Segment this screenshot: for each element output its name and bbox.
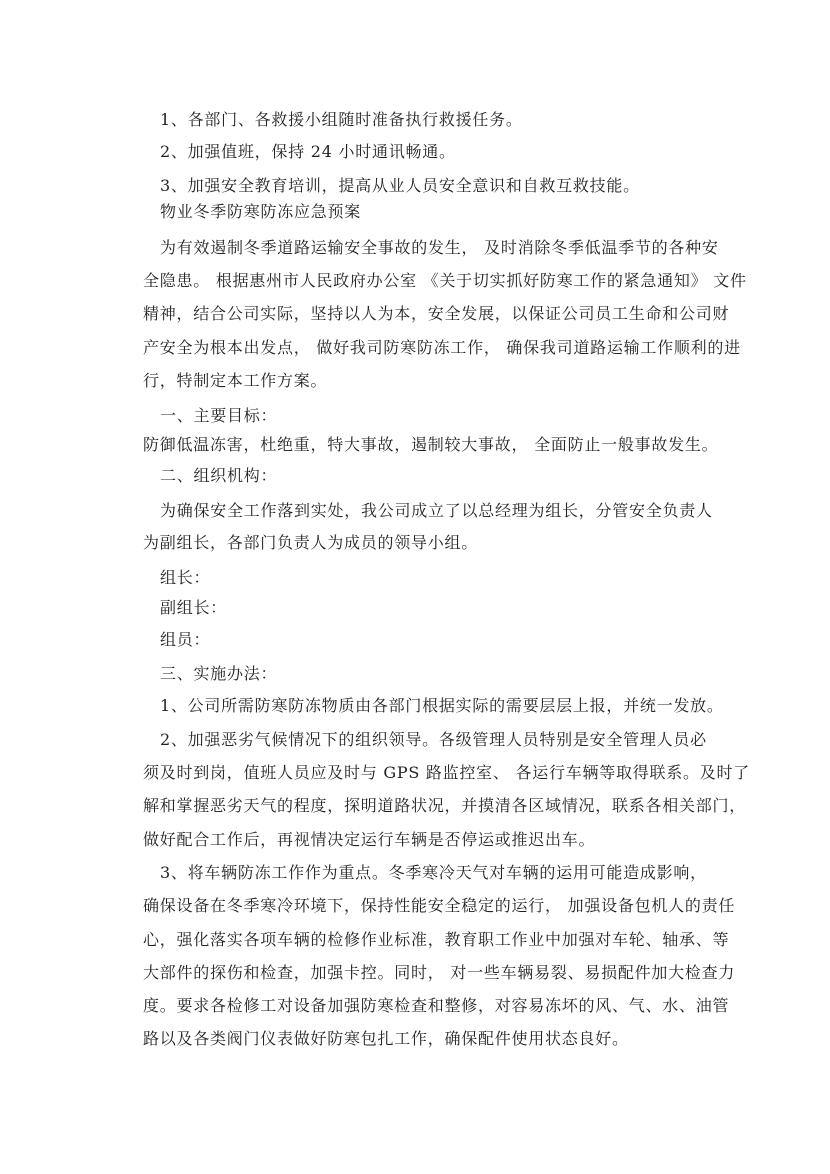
text-line: 1、公司所需防寒防冻物质由各部门根据实际的需要层层上报，并统一发放。 <box>160 696 724 715</box>
text-line: 解和掌握恶劣天气的程度，探明道路状况，并摸清各区域情况，联系各相关部门， <box>143 796 747 815</box>
text-line: 须及时到岗，值班人员应及时与 GPS 路监控室、 各运行车辆等取得联系。及时了 <box>143 763 751 782</box>
text-line: 防御低温冻害，杜绝重，特大事故，遏制较大事故， 全面防止一般事故发生。 <box>143 435 719 454</box>
document-title: 物业冬季防寒防冻应急预案 <box>160 202 362 221</box>
text-line: 二、组织机构： <box>160 466 278 485</box>
text-line: 1、各部门、各救援小组随时准备执行救援任务。 <box>160 110 523 129</box>
text-line: 产安全为根本出发点， 做好我司防寒防冻工作， 确保我司道路运输工作顺利的进 <box>143 338 741 357</box>
text-line: 组员： <box>160 630 211 649</box>
text-line: 精神，结合公司实际，坚持以人为本，安全发展，以保证公司员工生命和公司财 <box>143 304 730 323</box>
text-line: 度。要求各检修工对设备加强防寒检查和整修，对容易冻坏的风、气、水、油管 <box>143 996 730 1015</box>
text-line: 为副组长，各部门负责人为成员的领导小组。 <box>143 533 479 552</box>
text-line: 2、加强值班，保持 24 小时通讯畅通。 <box>160 142 456 161</box>
text-line: 组长： <box>160 568 211 587</box>
text-line: 三、实施办法： <box>160 664 278 683</box>
text-line: 一、主要目标： <box>160 406 278 425</box>
text-line: 行，特制定本工作方案。 <box>143 371 328 390</box>
text-line: 做好配合工作后，再视情决定运行车辆是否停运或推迟出车。 <box>143 830 596 849</box>
text-line: 2、加强恶劣气候情况下的组织领导。各级管理人员特别是安全管理人员必 <box>160 730 707 749</box>
text-line: 路以及各类阀门仪表做好防寒包扎工作，确保配件使用状态良好。 <box>143 1029 629 1048</box>
text-line: 心，强化落实各项车辆的检修作业标准，教育职工作业中加强对车轮、轴承、等 <box>143 930 730 949</box>
text-line: 为有效遏制冬季道路运输安全事故的发生， 及时消除冬季低温季节的各种安 <box>160 238 719 257</box>
text-line: 3、将车辆防冻工作作为重点。冬季寒冷天气对车辆的运用可能造成影响， <box>160 863 707 882</box>
text-line: 大部件的探伤和检查，加强卡控。同时， 对一些车辆易裂、易损配件加大检查力 <box>143 963 736 982</box>
text-line: 副组长： <box>160 598 228 617</box>
text-line: 全隐患。 根据惠州市人民政府办公室 《关于切实抓好防寒工作的紧急通知》 文件 <box>143 271 747 290</box>
text-line: 确保设备在冬季寒冷环境下，保持性能安全稳定的运行， 加强设备包机人的责任 <box>143 896 736 915</box>
text-line: 3、加强安全教育培训，提高从业人员安全意识和自救互救技能。 <box>160 176 640 195</box>
text-line: 为确保安全工作落到实处，我公司成立了以总经理为组长，分管安全负责人 <box>160 501 713 520</box>
